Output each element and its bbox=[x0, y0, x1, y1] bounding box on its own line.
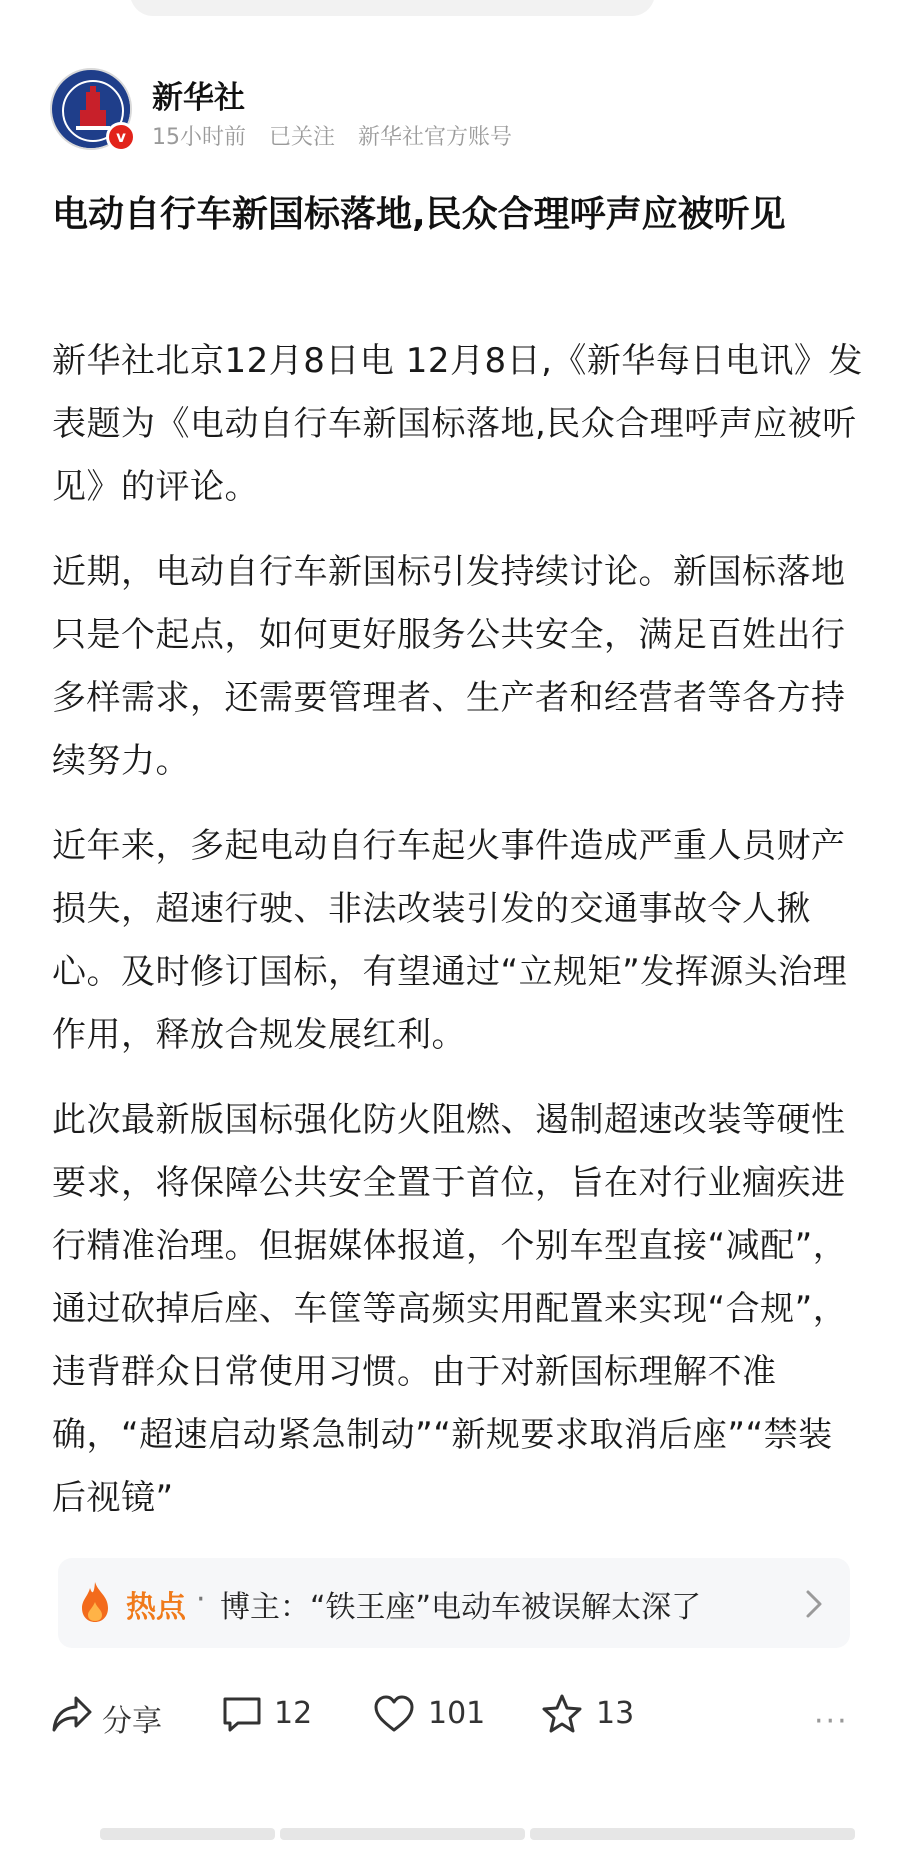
follow-status[interactable]: 已关注 bbox=[269, 125, 336, 150]
indicator-segment bbox=[530, 1828, 855, 1840]
favorite-count: 13 bbox=[596, 1696, 635, 1731]
hot-topic-banner[interactable] bbox=[58, 1558, 850, 1648]
share-icon bbox=[50, 1692, 94, 1736]
post-meta bbox=[152, 120, 528, 151]
hot-topic-label: 热点 bbox=[126, 1590, 186, 1625]
share-button[interactable] bbox=[50, 1682, 180, 1752]
share-label: 分享 bbox=[102, 1704, 162, 1739]
article-paragraph: 新华社北京12月8日电 12月8日,《新华每日电讯》发表题为《电动自行车新国标落地,民众合理呼声应被听见》的评论。 bbox=[52, 341, 863, 507]
like-count: 101 bbox=[428, 1696, 486, 1731]
comment-icon bbox=[220, 1692, 264, 1736]
like-button[interactable] bbox=[372, 1682, 512, 1752]
article-body bbox=[52, 330, 867, 1560]
more-options-icon[interactable]: ··· bbox=[814, 1704, 849, 1739]
bottom-scroll-indicator bbox=[100, 1828, 855, 1840]
hot-topic-text: 博主：“铁王座”电动车被误解太深了 bbox=[220, 1590, 702, 1625]
top-search-pill[interactable] bbox=[130, 0, 655, 16]
account-type: 新华社官方账号 bbox=[358, 125, 513, 150]
comment-count: 12 bbox=[274, 1696, 313, 1731]
heart-icon bbox=[372, 1692, 416, 1736]
flame-icon bbox=[78, 1580, 112, 1624]
post-time: 15小时前 bbox=[152, 125, 246, 150]
author-name[interactable]: 新华社 bbox=[152, 80, 245, 116]
star-icon bbox=[540, 1692, 584, 1736]
action-bar bbox=[50, 1682, 870, 1752]
hot-topic-separator: · bbox=[196, 1582, 206, 1617]
article-paragraph: 此次最新版国标强化防火阻燃、遏制超速改装等硬性要求，将保障公共安全置于首位，旨在对行业痼疾进行精准治理。但据媒体报道，个别车型直接“减配”，通过砍掉后座、车筐等高频实用配置来实现“合规”，违背群众日常使用习惯。由于对新国标理解不准确，“超速启动紧急制动”“新规要求取消后座”“禁装后视镜” bbox=[52, 1100, 848, 1518]
author-header bbox=[50, 68, 870, 158]
chevron-right-icon bbox=[796, 1584, 830, 1624]
verified-badge-icon: v bbox=[106, 122, 136, 152]
article-paragraph: 近年来，多起电动自行车起火事件造成严重人员财产损失，超速行驶、非法改装引发的交通事故令人揪心。及时修订国标，有望通过“立规矩”发挥源头治理作用，释放合规发展红利。 bbox=[52, 826, 848, 1055]
comment-button[interactable] bbox=[220, 1682, 340, 1752]
article-title: 电动自行车新国标落地,民众合理呼声应被听见 bbox=[52, 194, 786, 235]
article-paragraph: 近期，电动自行车新国标引发持续讨论。新国标落地只是个起点，如何更好服务公共安全，满足百姓出行多样需求，还需要管理者、生产者和经营者等各方持续努力。 bbox=[52, 552, 846, 781]
indicator-segment bbox=[100, 1828, 275, 1840]
favorite-button[interactable] bbox=[540, 1682, 660, 1752]
indicator-segment bbox=[280, 1828, 525, 1840]
